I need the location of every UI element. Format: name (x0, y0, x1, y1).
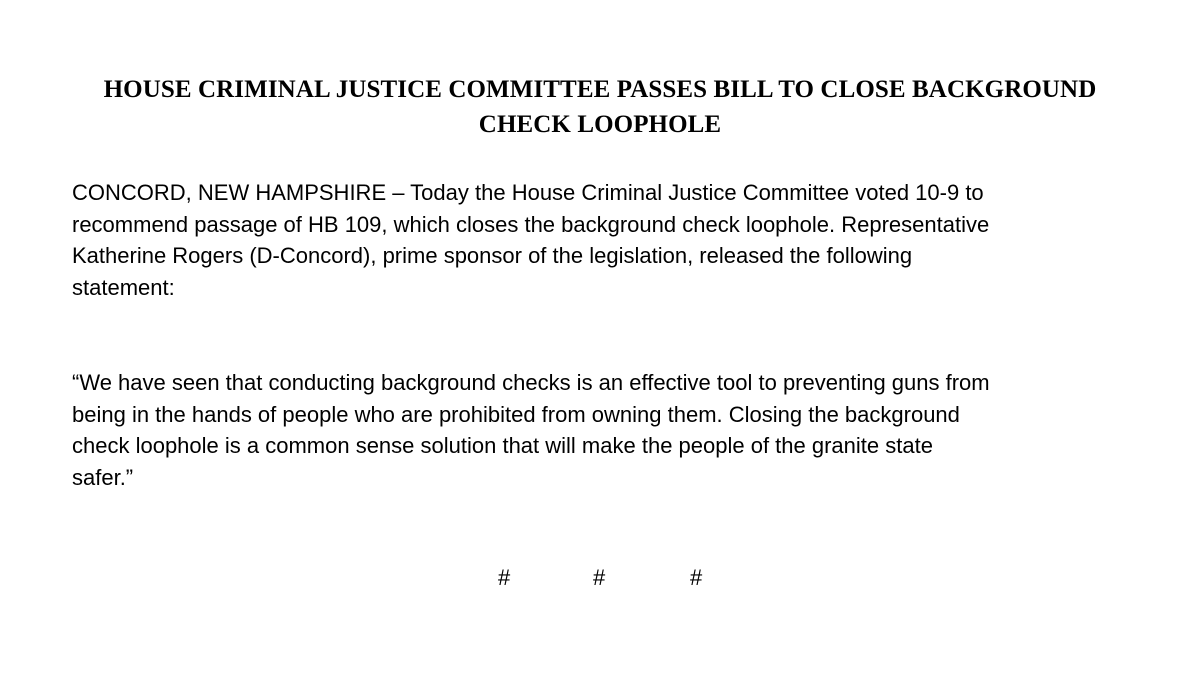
headline-line-1: HOUSE CRIMINAL JUSTICE COMMITTEE PASSES BILL TO CLOSE BACKGROUND (103, 76, 1097, 103)
headline (70, 72, 1130, 142)
quote-paragraph: “We have seen that conducting background checks is an effective tool to preventing guns from being in the hands of people who are prohibited from owning them. Closing the background check loophole is a common sense solution that will make the people of the granite state safer.” (72, 370, 990, 490)
end-marks (0, 562, 1200, 594)
end-mark: # (690, 565, 703, 590)
dateline-paragraph: CONCORD, NEW HAMPSHIRE – Today the House Criminal Justice Committee voted 10-9 to recommend passage of HB 109, which closes the background check loophole. Representative Katherine Rogers (D-Concord), prime sponsor of the legislation, released the following statement: (72, 180, 990, 300)
headline-line-2: CHECK LOOPHOLE (478, 111, 722, 138)
end-mark: # (593, 565, 606, 590)
end-mark: # (498, 565, 511, 590)
